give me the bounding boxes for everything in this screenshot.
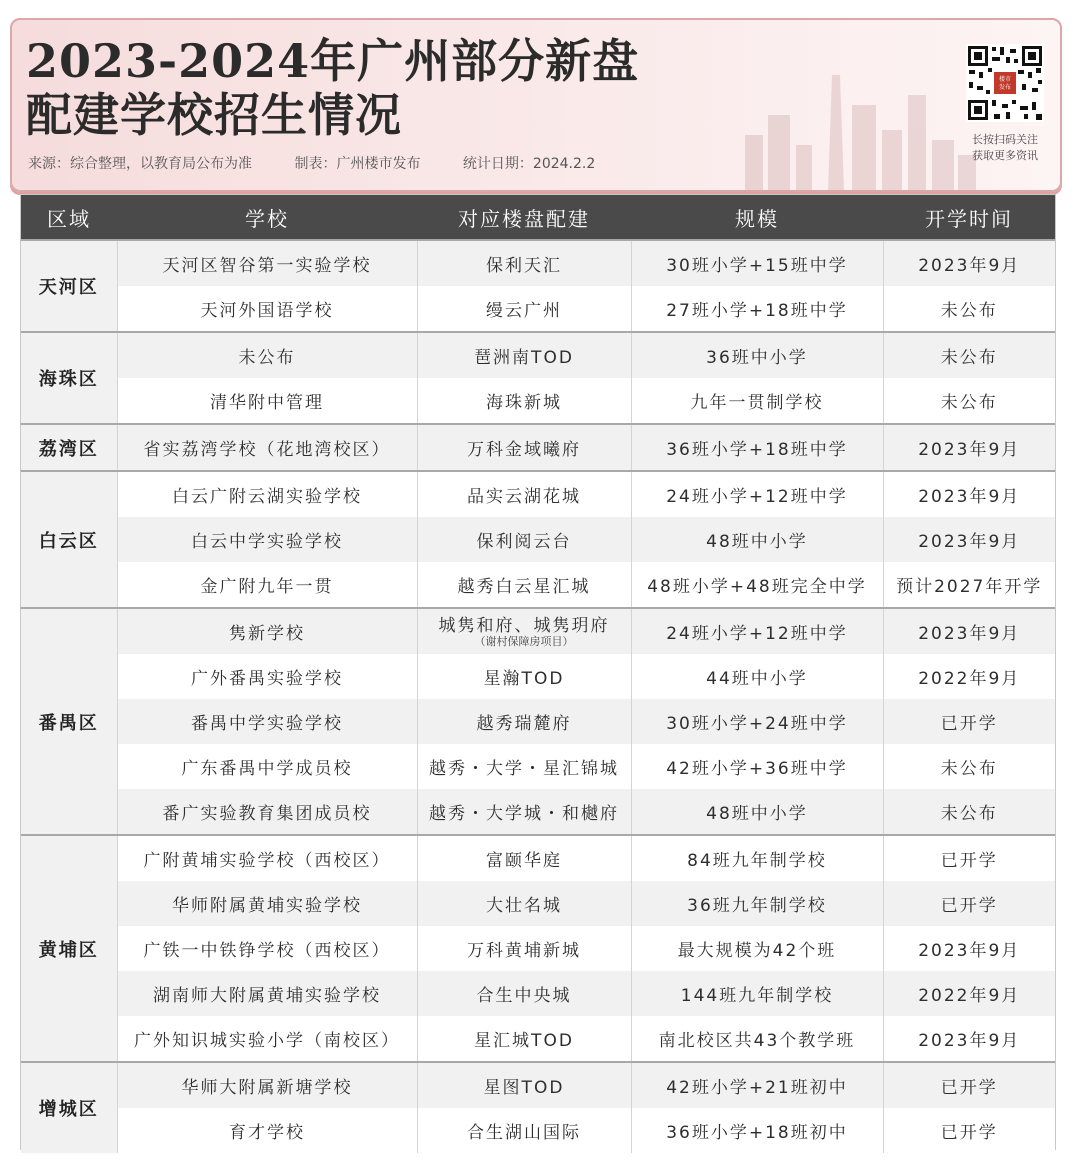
qr-caption <box>952 132 1058 164</box>
estate-cell: 星瀚TOD <box>417 654 631 699</box>
school-cell: 广附黄埔实验学校（西校区） <box>117 835 417 881</box>
start-date-cell: 2023年9月 <box>883 608 1055 654</box>
table-row <box>21 1016 1055 1062</box>
estate-cell: 星图TOD <box>417 1062 631 1108</box>
scale-cell: 30班小学+15班中学 <box>631 240 883 286</box>
scale-cell: 42班小学+36班中学 <box>631 744 883 789</box>
school-cell: 白云广附云湖实验学校 <box>117 471 417 517</box>
estate-cell: 品实云湖花城 <box>417 471 631 517</box>
estate-cell: 缦云广州 <box>417 286 631 332</box>
school-cell: 清华附中管理 <box>117 378 417 424</box>
start-date-cell: 未公布 <box>883 789 1055 835</box>
estate-cell: 星汇城TOD <box>417 1016 631 1062</box>
table-row <box>21 654 1055 699</box>
table-row <box>21 286 1055 332</box>
table-row <box>21 835 1055 881</box>
qr-center-text-2: 发布 <box>998 84 1012 91</box>
estate-note: （谢村保障房项目） <box>474 634 574 648</box>
start-date-cell: 2023年9月 <box>883 1016 1055 1062</box>
school-cell: 华师附属黄埔实验学校 <box>117 881 417 926</box>
school-cell: 广铁一中铁铮学校（西校区） <box>117 926 417 971</box>
district-cell: 荔湾区 <box>21 424 117 471</box>
school-cell: 天河区智谷第一实验学校 <box>117 240 417 286</box>
table-row <box>21 1062 1055 1108</box>
estate-cell: 越秀瑞麓府 <box>417 699 631 744</box>
qr-caption-line-1: 长按扫码关注 <box>972 133 1038 146</box>
district-cell: 天河区 <box>21 240 117 332</box>
table-row <box>21 240 1055 286</box>
scale-cell: 36班小学+18班初中 <box>631 1108 883 1153</box>
start-date-cell: 已开学 <box>883 699 1055 744</box>
start-date-cell: 2023年9月 <box>883 240 1055 286</box>
school-cell: 湖南师大附属黄埔实验学校 <box>117 971 417 1016</box>
start-date-cell: 预计2027年开学 <box>883 562 1055 608</box>
scale-cell: 48班小学+48班完全中学 <box>631 562 883 608</box>
table-row <box>21 332 1055 378</box>
start-date-cell: 2023年9月 <box>883 471 1055 517</box>
district-cell: 增城区 <box>21 1062 117 1153</box>
scale-cell: 最大规模为42个班 <box>631 926 883 971</box>
start-date-cell: 未公布 <box>883 332 1055 378</box>
scale-cell: 36班九年制学校 <box>631 881 883 926</box>
schools-table-container <box>20 194 1056 1150</box>
column-header-estate: 对应楼盘配建 <box>417 195 631 240</box>
qr-center-text: 楼市 <box>998 76 1012 83</box>
school-cell: 育才学校 <box>117 1108 417 1153</box>
school-cell: 省实荔湾学校（花地湾校区） <box>117 424 417 471</box>
maker-text: 制表：广州楼市发布 <box>294 156 421 172</box>
estate-cell: 海珠新城 <box>417 378 631 424</box>
column-header-scale: 规模 <box>631 195 883 240</box>
school-cell: 广外知识城实验小学（南校区） <box>117 1016 417 1062</box>
table-row <box>21 471 1055 517</box>
qr-code-icon[interactable] <box>966 44 1044 122</box>
source-text: 来源：综合整理，以教育局公布为准 <box>28 156 252 172</box>
scale-cell: 44班中小学 <box>631 654 883 699</box>
estate-cell: 越秀白云星汇城 <box>417 562 631 608</box>
school-cell: 华师大附属新塘学校 <box>117 1062 417 1108</box>
district-cell: 黄埔区 <box>21 835 117 1062</box>
estate-cell: 越秀・大学城・和樾府 <box>417 789 631 835</box>
scale-cell: 30班小学+24班中学 <box>631 699 883 744</box>
scale-cell: 48班中小学 <box>631 789 883 835</box>
start-date-cell: 已开学 <box>883 881 1055 926</box>
column-header-school: 学校 <box>117 195 417 240</box>
header-banner <box>10 18 1062 192</box>
table-row <box>21 1108 1055 1153</box>
estate-cell: 合生中央城 <box>417 971 631 1016</box>
school-cell: 番禺中学实验学校 <box>117 699 417 744</box>
scale-cell: 42班小学+21班初中 <box>631 1062 883 1108</box>
start-date-cell: 未公布 <box>883 744 1055 789</box>
scale-cell: 48班中小学 <box>631 517 883 562</box>
school-cell: 白云中学实验学校 <box>117 517 417 562</box>
school-cell: 广东番禺中学成员校 <box>117 744 417 789</box>
table-row <box>21 378 1055 424</box>
table-row <box>21 699 1055 744</box>
school-cell: 广外番禺实验学校 <box>117 654 417 699</box>
scale-cell: 144班九年制学校 <box>631 971 883 1016</box>
table-row <box>21 971 1055 1016</box>
school-cell: 金广附九年一贯 <box>117 562 417 608</box>
scale-cell: 36班小学+18班中学 <box>631 424 883 471</box>
district-cell: 番禺区 <box>21 608 117 835</box>
district-cell: 海珠区 <box>21 332 117 424</box>
table-row <box>21 517 1055 562</box>
start-date-cell: 2022年9月 <box>883 654 1055 699</box>
title-line-1: 2023-2024年广州部分新盘 <box>26 34 640 88</box>
estate-cell: 越秀・大学・星汇锦城 <box>417 744 631 789</box>
qr-caption-line-2: 获取更多资讯 <box>972 149 1038 162</box>
table-row <box>21 562 1055 608</box>
schools-table <box>21 195 1055 1153</box>
scale-cell: 27班小学+18班中学 <box>631 286 883 332</box>
title-line-2: 配建学校招生情况 <box>26 88 402 142</box>
column-header-start-date: 开学时间 <box>883 195 1055 240</box>
page-title <box>26 34 639 142</box>
table-row <box>21 789 1055 835</box>
start-date-cell: 已开学 <box>883 835 1055 881</box>
estate-name: 城隽和府、城隽玥府 <box>438 615 610 636</box>
estate-cell: 万科黄埔新城 <box>417 926 631 971</box>
start-date-cell: 2023年9月 <box>883 517 1055 562</box>
table-row <box>21 881 1055 926</box>
scale-cell: 24班小学+12班中学 <box>631 471 883 517</box>
table-row <box>21 424 1055 471</box>
start-date-cell: 2023年9月 <box>883 926 1055 971</box>
scale-cell: 84班九年制学校 <box>631 835 883 881</box>
scale-cell: 九年一贯制学校 <box>631 378 883 424</box>
estate-cell: 大壮名城 <box>417 881 631 926</box>
start-date-cell: 已开学 <box>883 1062 1055 1108</box>
estate-cell: 富颐华庭 <box>417 835 631 881</box>
scale-cell: 36班中小学 <box>631 332 883 378</box>
table-header <box>21 195 1055 240</box>
district-cell: 白云区 <box>21 471 117 608</box>
start-date-cell: 2022年9月 <box>883 971 1055 1016</box>
table-body <box>21 240 1055 1153</box>
estate-cell: 保利阅云台 <box>417 517 631 562</box>
table-row <box>21 608 1055 654</box>
start-date-cell: 已开学 <box>883 1108 1055 1153</box>
scale-cell: 南北校区共43个教学班 <box>631 1016 883 1062</box>
school-cell: 番广实验教育集团成员校 <box>117 789 417 835</box>
school-cell: 天河外国语学校 <box>117 286 417 332</box>
start-date-cell: 2023年9月 <box>883 424 1055 471</box>
estate-cell: 保利天汇 <box>417 240 631 286</box>
estate-cell: 琶洲南TOD <box>417 332 631 378</box>
estate-cell <box>417 608 631 654</box>
school-cell: 隽新学校 <box>117 608 417 654</box>
start-date-cell: 未公布 <box>883 286 1055 332</box>
estate-cell: 万科金域曦府 <box>417 424 631 471</box>
start-date-cell: 未公布 <box>883 378 1055 424</box>
estate-cell: 合生湖山国际 <box>417 1108 631 1153</box>
table-row <box>21 744 1055 789</box>
date-text: 统计日期：2024.2.2 <box>462 156 596 172</box>
column-header-district: 区域 <box>21 195 117 240</box>
city-skyline-graphic <box>740 75 980 192</box>
meta-line <box>28 153 633 173</box>
scale-cell: 24班小学+12班中学 <box>631 608 883 654</box>
school-cell: 未公布 <box>117 332 417 378</box>
table-row <box>21 926 1055 971</box>
